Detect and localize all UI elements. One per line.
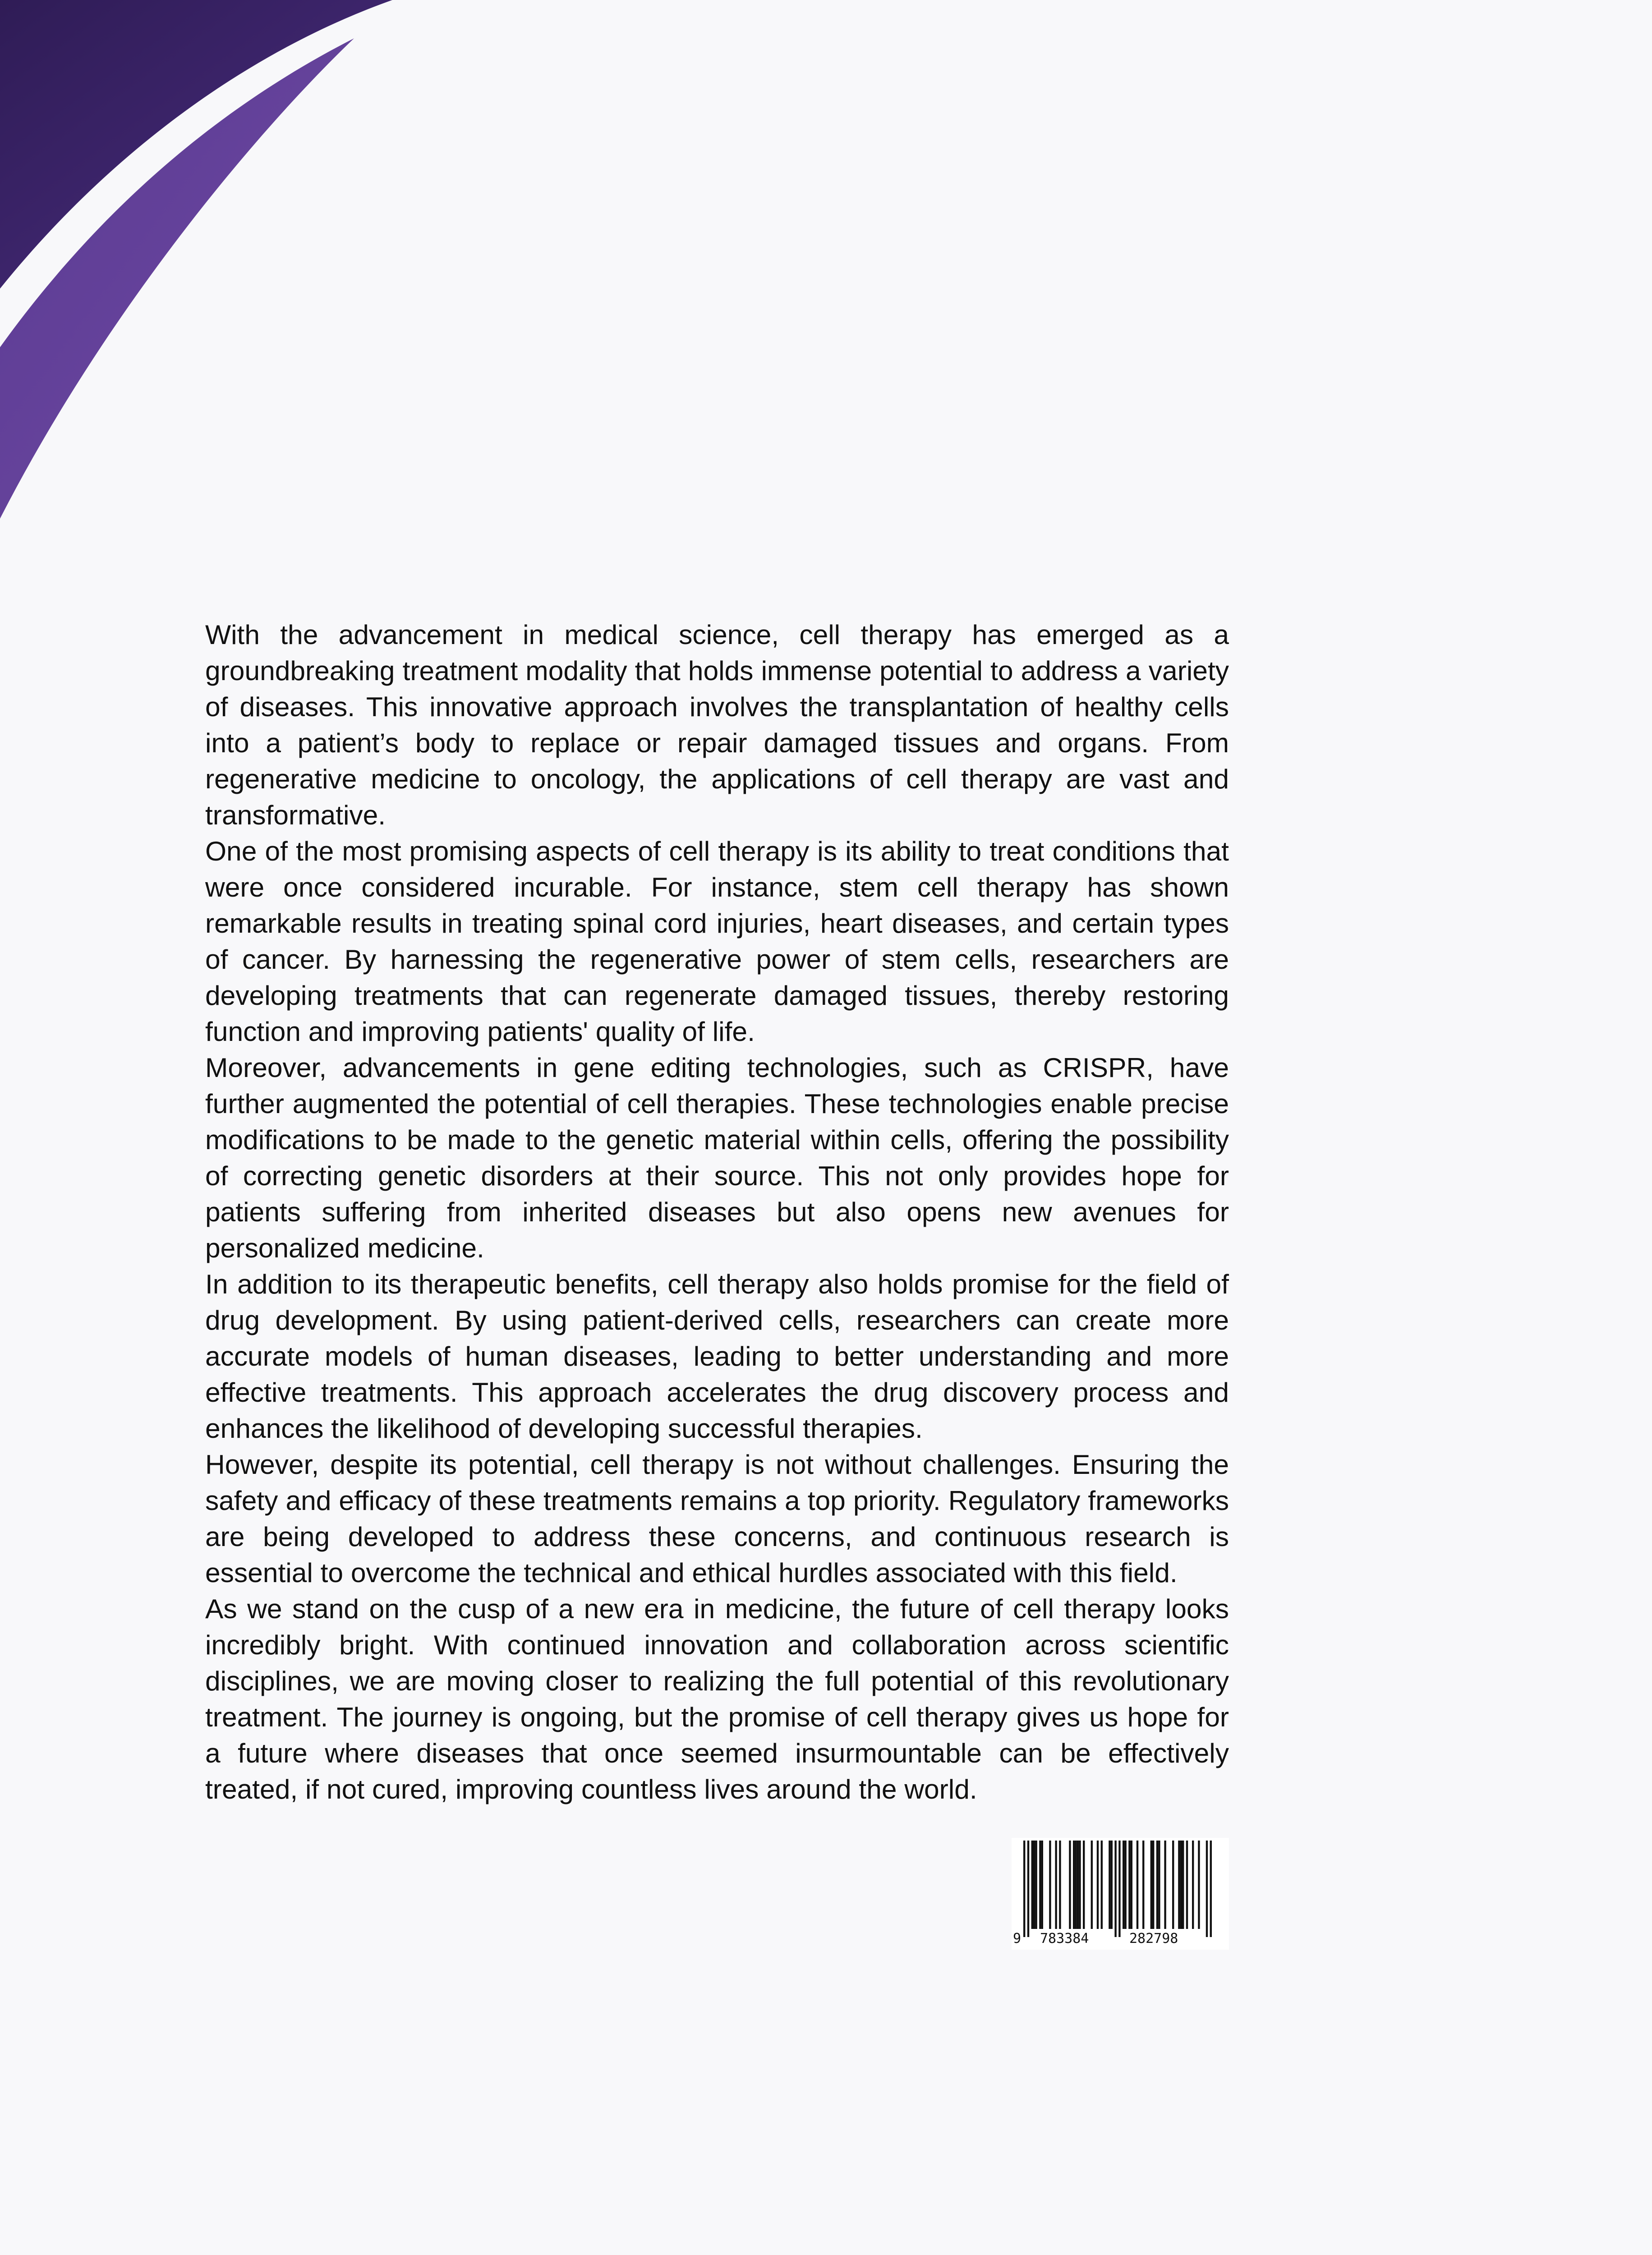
barcode-bar xyxy=(1124,1841,1126,1929)
blurb-paragraph-6: As we stand on the cusp of a new era in medicine, the future of cell therapy looks incredibly bright. With continued innovation and collaboration across scientific disciplines, we are moving closer to realizing the full potential of this revolutionary treatment. The journey is ongoing, but the promise of cell therapy gives us hope for a future where diseases that once seemed insurmountable can be effectively treated, if not cured, improving countless lives around the world. xyxy=(205,1593,1229,1804)
barcode-bar xyxy=(1039,1841,1041,1929)
barcode-bar xyxy=(1123,1841,1124,1929)
barcode-bar xyxy=(1198,1841,1200,1929)
blurb-paragraph-5: However, despite its potential, cell therapy is not without challenges. Ensuring the safety and efficacy of these treatments remains a top priority. Regulatory frameworks are being developed to address these concerns, and continuous research is essential to overcome the technical and ethical hurdles associated with this field. xyxy=(205,1449,1229,1588)
isbn-barcode xyxy=(1012,1838,1229,1950)
barcode-digits xyxy=(1012,1931,1229,1949)
barcode-bar xyxy=(1156,1841,1158,1929)
barcode-bar xyxy=(1077,1841,1079,1929)
barcode-bar xyxy=(1069,1841,1071,1929)
barcode-bar xyxy=(1164,1841,1166,1929)
barcode-bar xyxy=(1131,1841,1132,1929)
barcode-bars xyxy=(1012,1838,1229,1937)
barcode-bar xyxy=(1033,1841,1035,1929)
barcode-bar xyxy=(1059,1841,1061,1929)
barcode-guard-bar xyxy=(1118,1841,1120,1937)
barcode-bar xyxy=(1031,1841,1033,1929)
barcode-right-group: 282798 xyxy=(1128,1931,1179,1947)
blurb-paragraph-4: In addition to its therapeutic benefits, cell therapy also holds promise for the field of drug development. By using patient-derived cells, researchers can create more accurate models of human diseases, leading to better understanding and more effective treatments. This approach accelerates the drug discovery process and enhances the likelihood of developing successful therapies. xyxy=(205,1269,1229,1444)
barcode-bar xyxy=(1192,1841,1194,1929)
barcode-bar xyxy=(1091,1841,1093,1929)
barcode-guard-bar xyxy=(1114,1841,1116,1937)
barcode-bar xyxy=(1186,1841,1188,1929)
barcode-first-digit: 9 xyxy=(1012,1931,1022,1947)
blurb-paragraph-2: One of the most promising aspects of cell therapy is its ability to treat conditions that were once considered incurable. For instance, stem cell therapy has shown remarkable results in treating spinal cord injuries, heart diseases, and certain types of cancer. By harnessing the regenerative power of stem cells, researchers are developing treatments that can regenerate damaged tissues, thereby restoring function and improving patients' quality of life. xyxy=(205,836,1229,1047)
barcode-bar xyxy=(1172,1841,1174,1929)
barcode-bar xyxy=(1142,1841,1144,1929)
barcode-bar xyxy=(1049,1841,1051,1929)
barcode-guard-bar xyxy=(1027,1841,1029,1937)
barcode-bar xyxy=(1073,1841,1075,1929)
barcode-bar xyxy=(1075,1841,1077,1929)
barcode-bar xyxy=(1041,1841,1043,1929)
barcode-bar xyxy=(1150,1841,1152,1929)
barcode-bar xyxy=(1111,1841,1113,1929)
back-cover-blurb xyxy=(205,617,1229,1807)
corner-swoosh-decoration xyxy=(0,0,496,541)
barcode-bar xyxy=(1109,1841,1110,1929)
barcode-bar xyxy=(1079,1841,1081,1929)
barcode-bar xyxy=(1137,1841,1138,1929)
barcode-bar xyxy=(1180,1841,1182,1929)
barcode-bar xyxy=(1128,1841,1130,1929)
barcode-guard-bar xyxy=(1210,1841,1212,1937)
barcode-bar xyxy=(1055,1841,1057,1929)
barcode-bar xyxy=(1101,1841,1103,1929)
barcode-left-group: 783384 xyxy=(1039,1931,1090,1947)
barcode-bar xyxy=(1178,1841,1180,1929)
blurb-paragraph-3: Moreover, advancements in gene editing technologies, such as CRISPR, have further augmented the potential of cell therapies. These technologies enable precise modifications to be made to the genetic material within cells, offering the possibility of correcting genetic disorders at their source. This not only provides hope for patients suffering from inherited diseases but also opens new avenues for personalized medicine. xyxy=(205,1052,1229,1263)
blurb-paragraph-1: With the advancement in medical science, cell therapy has emerged as a groundbreaking treatment modality that holds immense potential to address a variety of diseases. This innovative approach involves the transplantation of healthy cells into a patient’s body to replace or repair damaged tissues and organs. From regenerative medicine to oncology, the applications of cell therapy are vast and transformative. xyxy=(205,619,1229,830)
barcode-bar xyxy=(1158,1841,1160,1929)
barcode-bar xyxy=(1182,1841,1184,1929)
barcode-bar xyxy=(1097,1841,1099,1929)
barcode-bar xyxy=(1083,1841,1085,1929)
barcode-bar xyxy=(1152,1841,1154,1929)
barcode-guard-bar xyxy=(1023,1841,1025,1937)
barcode-guard-bar xyxy=(1206,1841,1208,1937)
barcode-bar xyxy=(1035,1841,1037,1929)
